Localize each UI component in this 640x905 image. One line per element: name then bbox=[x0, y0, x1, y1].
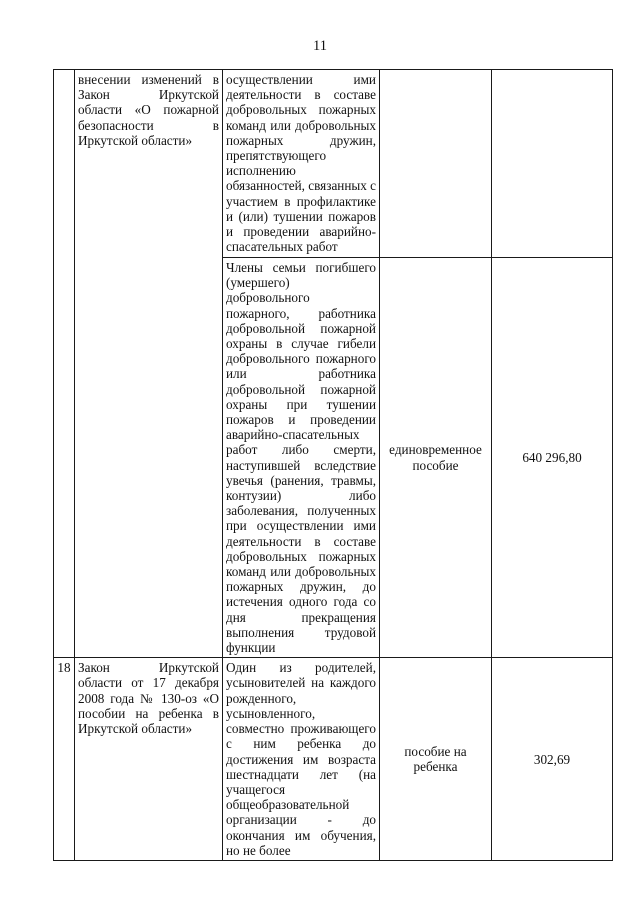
page-number: 11 bbox=[313, 38, 327, 54]
row-number-cell bbox=[54, 70, 75, 658]
law-name-cell: Закон Иркутской области от 17 декабря 2008 года № 130-оз «О пособии на ребенка в Иркутской области» bbox=[75, 658, 223, 861]
benefits-table bbox=[53, 69, 613, 861]
recipient-category-cell: осуществлении ими деятельности в составе добровольных пожарных команд или добровольных пожарных дружин, препятствующего исполнению обязанностей, связанных с участием в профилактике и (или) тушении пожаров и проведении аварийно-спасательных работ bbox=[223, 70, 380, 258]
recipient-category-cell: Один из родителей, усыновителей на каждого рожденного, усыновленного, совместно проживающего с ним ребенка до достижения им возраста шестнадцати лет (на учащегося общеобразовательной организации - до окончания им обучения, но не более bbox=[223, 658, 380, 861]
benefit-type-cell bbox=[380, 70, 492, 258]
benefit-type-cell: пособие на ребенка bbox=[380, 658, 492, 861]
benefit-amount-cell bbox=[492, 70, 613, 258]
benefit-type-cell: единовременное пособие bbox=[380, 258, 492, 658]
table-row bbox=[54, 70, 613, 258]
benefit-amount-cell: 640 296,80 bbox=[492, 258, 613, 658]
recipient-category-cell: Члены семьи погибшего (умершего) добровольного пожарного, работника добровольной пожарной охраны в случае гибели добровольного пожарного или работника добровольной пожарной охраны при тушении пожаров и проведении аварийно-спасательных работ либо смерти, наступившей вследствие увечья (ранения, травмы, контузии) либо заболевания, полученных при осуществлении ими деятельности в составе добровольных пожарных команд или добровольных пожарных дружин, до истечения одного года со дня прекращения выполнения трудовой функции bbox=[223, 258, 380, 658]
law-name-cell: внесении изменений в Закон Иркутской области «О пожарной безопасности в Иркутской области» bbox=[75, 70, 223, 658]
benefit-amount-cell: 302,69 bbox=[492, 658, 613, 861]
row-number-cell: 18 bbox=[54, 658, 75, 861]
table-row bbox=[54, 658, 613, 861]
